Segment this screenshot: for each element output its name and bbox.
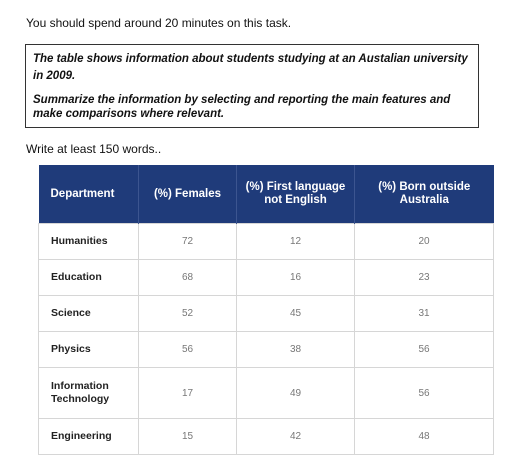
header-females: (%) Females [139, 165, 237, 224]
born-outside-cell: 48 [355, 419, 494, 455]
females-cell: 17 [139, 368, 237, 419]
table-header-row [39, 165, 494, 224]
table-row [39, 332, 494, 368]
table-row [39, 296, 494, 332]
first-language-cell: 42 [237, 419, 355, 455]
females-cell: 15 [139, 419, 237, 455]
females-cell: 52 [139, 296, 237, 332]
first-language-cell: 45 [237, 296, 355, 332]
header-department: Department [39, 165, 139, 224]
task-prompt-box [25, 44, 479, 128]
department-cell: Engineering [39, 419, 139, 455]
females-cell: 72 [139, 224, 237, 260]
department-cell: Information Technology [39, 368, 139, 419]
born-outside-cell: 23 [355, 260, 494, 296]
born-outside-cell: 31 [355, 296, 494, 332]
females-cell: 56 [139, 332, 237, 368]
females-cell: 68 [139, 260, 237, 296]
header-born-outside: (%) Born outside Australia [355, 165, 494, 224]
table-row [39, 419, 494, 455]
department-cell: Education [39, 260, 139, 296]
task-time-instruction: You should spend around 20 minutes on this task. [26, 16, 292, 30]
born-outside-cell: 56 [355, 368, 494, 419]
first-language-cell: 12 [237, 224, 355, 260]
first-language-cell: 38 [237, 332, 355, 368]
table-row [39, 368, 494, 419]
students-table [38, 165, 494, 455]
first-language-cell: 16 [237, 260, 355, 296]
table-row [39, 224, 494, 260]
department-cell: Science [39, 296, 139, 332]
task-instruction: Summarize the information by selecting and reporting the main features and make comparisons where relevant. [33, 94, 451, 120]
header-first-language: (%) First language not English [237, 165, 355, 224]
table-row [39, 260, 494, 296]
department-cell: Physics [39, 332, 139, 368]
department-cell: Humanities [39, 224, 139, 260]
born-outside-cell: 20 [355, 224, 494, 260]
born-outside-cell: 56 [355, 332, 494, 368]
word-limit-text: Write at least 150 words.. [26, 142, 162, 156]
task-description: The table shows information about students studying at an Austalian university in 2009. [33, 53, 468, 82]
first-language-cell: 49 [237, 368, 355, 419]
